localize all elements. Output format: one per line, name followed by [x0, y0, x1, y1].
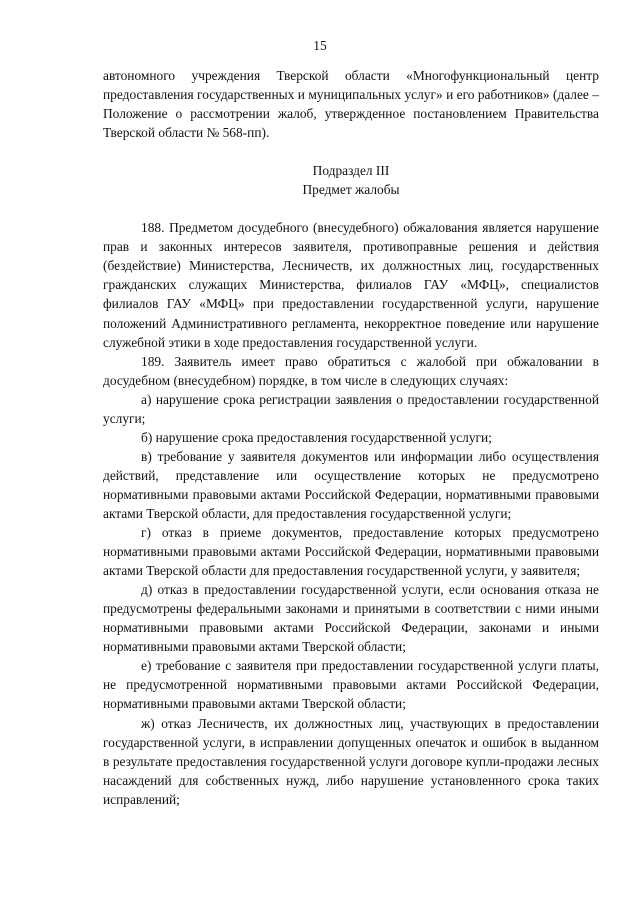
- paragraph-189: 189. Заявитель имеет право обратиться с жалобой при обжаловании в досудебном (внесудебном) порядке, в том числе в следующих случаях:: [103, 353, 599, 388]
- list-item-a: а) нарушение срока регистрации заявления о предоставлении государственной услуги;: [103, 391, 599, 426]
- list-item-v: в) требование у заявителя документов или информации либо осуществления действий, представление или осуществление которых не предусмотрено нормативными правовыми актами Российской Федерации, нормативными правовыми актами Тверской области, для предоставления государственной услуги;: [103, 448, 599, 521]
- document-body: [103, 66, 599, 809]
- list-item-zh: ж) отказ Лесничеств, их должностных лиц, участвующих в предоставлении государственной услуги, в исправлении допущенных опечаток и ошибок в выданном в результате предоставления государственной услуги договоре купли-продажи лесных насаждений для собственных нужд, либо нарушение установленного срока таких исправлений;: [103, 715, 599, 807]
- subsection-heading: [103, 161, 599, 199]
- intro-paragraph: автономного учреждения Тверской области «Многофункциональный центр предоставления государственных и муниципальных услуг» и его работников» (далее – Положение о рассмотрении жалоб, утвержденное постановлением Правительства Тверской области № 568-пп).: [103, 68, 599, 141]
- list-item-g: г) отказ в приеме документов, предоставление которых предусмотрено нормативными правовыми актами Российской Федерации, нормативными правовыми актами Тверской области для предоставления государственной услуги, у заявителя;: [103, 525, 599, 579]
- list-item-e: е) требование с заявителя при предоставлении государственной услуги платы, не предусмотренной нормативными правовыми актами Российской Федерации, нормативными правовыми актами Тверской области;: [103, 658, 599, 712]
- subsection-title: Подраздел III: [312, 163, 390, 179]
- list-item-d: д) отказ в предоставлении государственной услуги, если основания отказа не предусмотрены федеральными законами и принятыми в соответствии с ними иными нормативными правовыми актами Российской Федерации, законами и иными нормативными правовыми актами Тверской области;: [103, 582, 599, 655]
- subsection-subtitle: Предмет жалобы: [302, 182, 400, 198]
- paragraph-188: 188. Предметом досудебного (внесудебного) обжалования является нарушение прав и законных интересов заявителя, противоправные решения и действия (бездействие) Министерства, Лесничеств, их должностных лиц, государственных гражданских служащих Министерства, филиалов ГАУ «МФЦ», специалистов филиалов ГАУ «МФЦ» при предоставлении государственной услуги, нарушение положений Административного регламента, некорректное поведение или нарушение служебной этики в ходе предоставления государственной услуги.: [103, 220, 599, 350]
- page-number: 15: [313, 38, 327, 53]
- list-item-b: б) нарушение срока предоставления государственной услуги;: [141, 429, 492, 445]
